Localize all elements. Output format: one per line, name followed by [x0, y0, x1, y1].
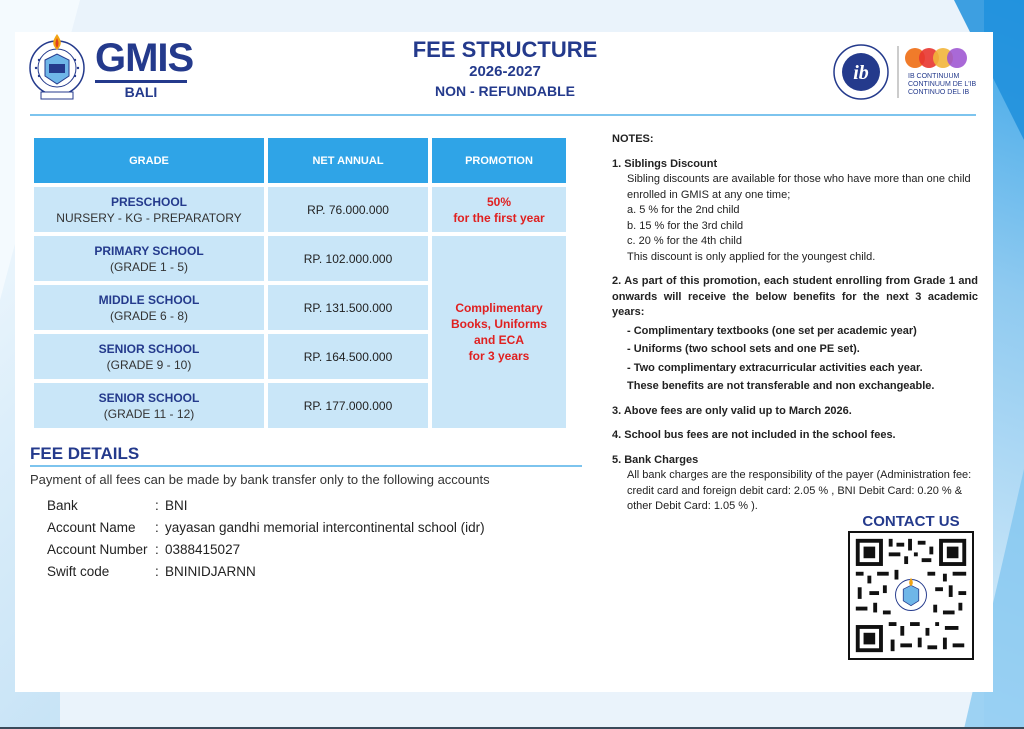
academic-year: 2026-2027 — [469, 63, 541, 80]
note-school-bus: 4. School bus fees are not included in the school fees. — [612, 429, 896, 441]
brand-name: GMIS — [95, 36, 194, 80]
note-siblings-discount: 1. Siblings Discount Sibling discounts are available for those who have more than one child enrolled in GMIS at any one time; a. 5 % for the 2nd child b. 15 % for the 3rd child c. 20 % for the 4th child This discount is only applied for the youngest child. — [612, 157, 971, 263]
table-row-fee: RP. 177.000.000 — [268, 383, 428, 428]
page-title: FEE STRUCTURE — [412, 37, 598, 62]
qr-code[interactable] — [848, 531, 974, 660]
promotion-preschool: 50% for the first year — [432, 187, 566, 232]
bank-details — [47, 495, 485, 583]
fee-details-divider — [30, 465, 582, 467]
contact-us-heading: CONTACT US — [862, 513, 960, 530]
note-validity: 3. Above fees are only valid up to March 2026. — [612, 404, 852, 417]
fee-details-heading: FEE DETAILS — [30, 444, 140, 463]
notes-panel — [612, 132, 978, 524]
payment-note: Payment of all fees can be made by bank transfer only to the following accounts — [30, 472, 490, 487]
table-row-fee: RP. 131.500.000 — [268, 285, 428, 330]
table-row-grade: PRIMARY SCHOOL (GRADE 1 - 5) — [34, 236, 264, 281]
table-row-grade: SENIOR SCHOOL (GRADE 11 - 12) — [34, 383, 264, 428]
table-header-net-annual: NET ANNUAL — [268, 138, 428, 183]
bank-row: Swift code : BNINIDJARNN — [47, 561, 485, 583]
table-header-grade: GRADE — [34, 138, 264, 183]
brand-location: BALI — [124, 84, 158, 100]
table-header-promotion: PROMOTION — [432, 138, 566, 183]
bank-row: Account Name : yayasan gandhi memorial intercontinental school (idr) — [47, 517, 485, 539]
ib-continuum-text: IB CONTINUUM CONTINUUM DE L'IB CONTINUO DEL IB — [908, 73, 977, 96]
brand-underline — [95, 80, 187, 83]
table-row-fee: RP. 164.500.000 — [268, 334, 428, 379]
table-row-fee: RP. 76.000.000 — [268, 187, 428, 232]
notes-title: NOTES: — [612, 133, 654, 145]
bank-name: BNI — [165, 498, 188, 513]
table-row-grade: MIDDLE SCHOOL (GRADE 6 - 8) — [34, 285, 264, 330]
svg-text:ib: ib — [853, 62, 869, 84]
promotion-complimentary: Complimentary Books, Uniforms and ECA for 3 years — [432, 236, 566, 428]
brand — [95, 36, 194, 100]
table-row-grade: SENIOR SCHOOL (GRADE 9 - 10) — [34, 334, 264, 379]
table-row-grade: PRESCHOOL NURSERY - KG - PREPARATORY — [34, 187, 264, 232]
title-block — [380, 38, 630, 100]
account-name: yayasan gandhi memorial intercontinental school (idr) — [165, 520, 485, 535]
note-bank-charges: 5. Bank Charges All bank charges are the responsibility of the payer (Administration fee: credit card and foreign debit card: 2.05 % , BNI Debit Card: 0.20 % & other Debit Card: 1.05 % ). — [612, 453, 972, 512]
table-row-fee: RP. 102.000.000 — [268, 236, 428, 281]
non-refundable-label: NON - REFUNDABLE — [435, 83, 575, 99]
header-divider — [30, 114, 976, 116]
swift-code: BNINIDJARNN — [165, 564, 256, 579]
bank-row: Account Number : 0388415027 — [47, 539, 485, 561]
bank-row: Bank : BNI — [47, 495, 485, 517]
gmis-crest-logo — [27, 30, 87, 102]
fee-table — [34, 138, 566, 428]
account-number: 0388415027 — [165, 542, 241, 557]
note-promotion-benefits: 2. As part of this promotion, each student enrolling from Grade 1 and onwards will receive the below benefits for the next 3 academic years: - Complimentary textbooks (one set per academic year) - Uniforms (two school sets and one PE set). - Two complimentary extracurricular activities each year. These benefits are not transferable and non exchangeable. — [612, 275, 978, 392]
